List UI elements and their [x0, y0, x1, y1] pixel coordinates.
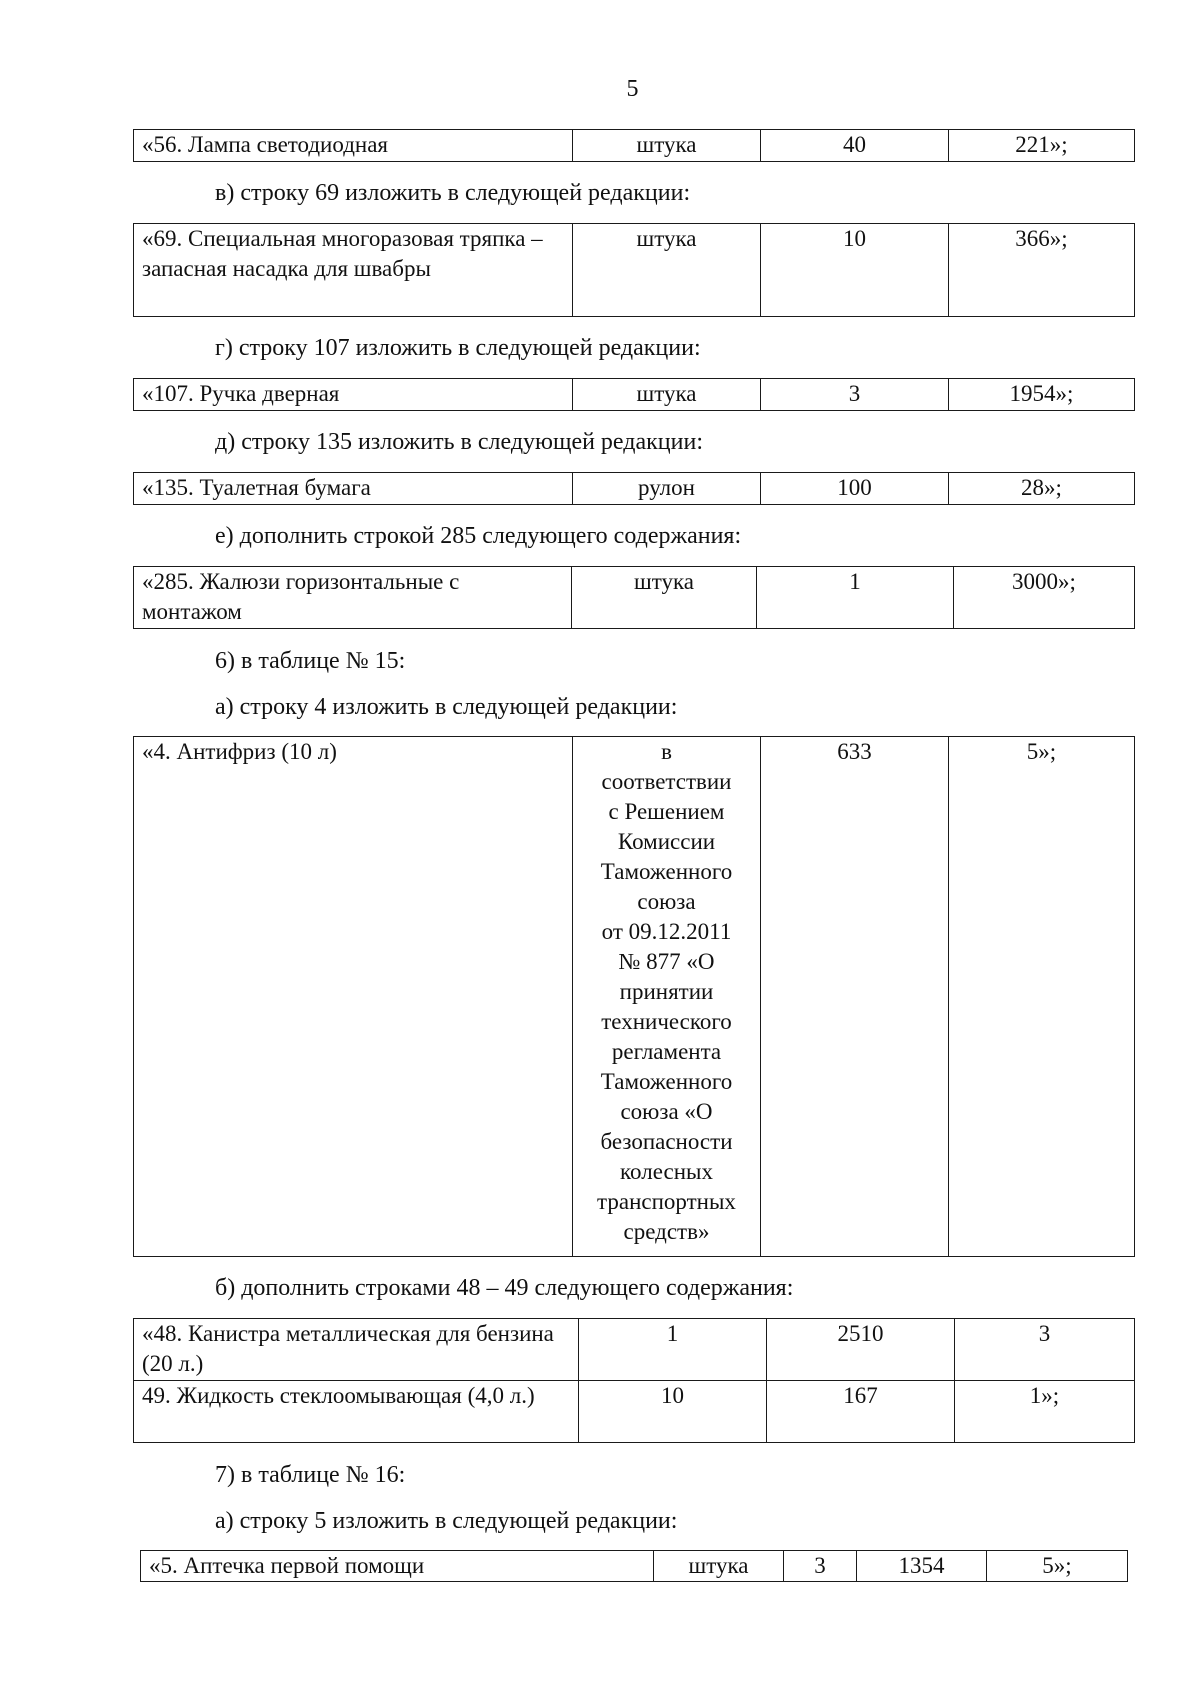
- table-row-135: [133, 472, 1135, 505]
- paragraph-6b: б) дополнить строками 48 – 49 следующего содержания:: [215, 1275, 794, 1301]
- item-quantity: 40: [761, 130, 949, 162]
- page-number: 5: [626, 76, 639, 102]
- unit-line: с Решением: [608, 799, 725, 824]
- item-name: «107. Ручка дверная: [134, 379, 573, 411]
- item-unit: штука: [654, 1551, 784, 1582]
- item-quantity: 10: [761, 224, 949, 317]
- unit-line: Комиссии: [617, 829, 716, 854]
- unit-line: принятии: [619, 979, 714, 1004]
- table-row-4: [133, 736, 1135, 1257]
- item-quantity: 1: [757, 567, 954, 629]
- paragraph-6a: а) строку 4 изложить в следующей редакции:: [215, 694, 678, 720]
- unit-line: № 877 «О: [618, 949, 715, 974]
- paragraph-v: в) строку 69 изложить в следующей редакции:: [215, 180, 691, 206]
- table-row-285: [133, 566, 1135, 629]
- paragraph-g: г) строку 107 изложить в следующей редакции:: [215, 335, 701, 361]
- paragraph-7: 7) в таблице № 16:: [215, 1462, 406, 1488]
- unit-line: Таможенного: [600, 1069, 733, 1094]
- unit-line: союза «О: [620, 1099, 713, 1124]
- item-unit: штука: [572, 567, 757, 629]
- unit-lines: [575, 737, 758, 1247]
- item-price: 1954»;: [949, 379, 1135, 411]
- item-unit: рулон: [573, 473, 761, 505]
- unit-line: Таможенного: [600, 859, 733, 884]
- item-price: 221»;: [949, 130, 1135, 162]
- item-price: 3000»;: [954, 567, 1135, 629]
- item-period: 3: [955, 1319, 1135, 1381]
- item-unit: штука: [573, 379, 761, 411]
- item-price: 2510: [767, 1319, 955, 1381]
- unit-line: союза: [637, 889, 696, 914]
- paragraph-e: е) дополнить строкой 285 следующего содержания:: [215, 523, 742, 549]
- paragraph-d: д) строку 135 изложить в следующей редакции:: [215, 429, 703, 455]
- table-row: [134, 567, 1135, 629]
- item-period: 1»;: [955, 1381, 1135, 1443]
- table-row-107: [133, 378, 1135, 411]
- unit-line: безопасности: [600, 1129, 733, 1154]
- table-row-56: [133, 129, 1135, 162]
- item-price: 28»;: [949, 473, 1135, 505]
- unit-line: колесных: [620, 1159, 713, 1184]
- item-quantity: 10: [579, 1381, 767, 1443]
- table-row: [134, 1319, 1135, 1381]
- table-row: [134, 379, 1135, 411]
- table-row-5: [140, 1550, 1128, 1582]
- item-quantity: 3: [784, 1551, 857, 1582]
- paragraph-6: 6) в таблице № 15:: [215, 648, 406, 674]
- unit-line: соответствии: [601, 769, 732, 794]
- item-name: «48. Канистра металлическая для бензина (20 л.): [134, 1319, 579, 1381]
- unit-line: от 09.12.2011: [601, 919, 732, 944]
- item-price: 1354: [857, 1551, 987, 1582]
- table-row-69: [133, 223, 1135, 317]
- item-name: «69. Специальная многоразовая тряпка – запасная насадка для швабры: [134, 224, 573, 317]
- unit-line: технического: [601, 1009, 732, 1034]
- item-name: «4. Антифриз (10 л): [134, 737, 573, 1257]
- item-quantity: 3: [761, 379, 949, 411]
- table-row: [134, 473, 1135, 505]
- item-unit: [573, 737, 761, 1257]
- item-quantity: 633: [761, 737, 949, 1257]
- table-rows-48-49: [133, 1318, 1135, 1443]
- item-name: «135. Туалетная бумага: [134, 473, 573, 505]
- item-unit: штука: [573, 224, 761, 317]
- item-quantity: 1: [579, 1319, 767, 1381]
- item-price: 167: [767, 1381, 955, 1443]
- item-period: 5»;: [987, 1551, 1128, 1582]
- unit-line: регламента: [611, 1039, 722, 1064]
- unit-line: в: [661, 739, 672, 764]
- item-name: «56. Лампа светодиодная: [134, 130, 573, 162]
- item-unit: штука: [573, 130, 761, 162]
- unit-line: средств»: [623, 1219, 710, 1244]
- paragraph-7a: а) строку 5 изложить в следующей редакции:: [215, 1508, 678, 1534]
- item-price: 5»;: [949, 737, 1135, 1257]
- table-row: [134, 737, 1135, 1257]
- table-row: [134, 224, 1135, 317]
- unit-line: транспортных: [597, 1189, 736, 1214]
- item-name: 49. Жидкость стеклоомывающая (4,0 л.): [134, 1381, 579, 1443]
- item-quantity: 100: [761, 473, 949, 505]
- item-name: «285. Жалюзи горизонтальные с монтажом: [134, 567, 572, 629]
- table-row: [134, 1381, 1135, 1443]
- table-row: [134, 130, 1135, 162]
- item-price: 366»;: [949, 224, 1135, 317]
- item-name: «5. Аптечка первой помощи: [141, 1551, 654, 1582]
- table-row: [141, 1551, 1128, 1582]
